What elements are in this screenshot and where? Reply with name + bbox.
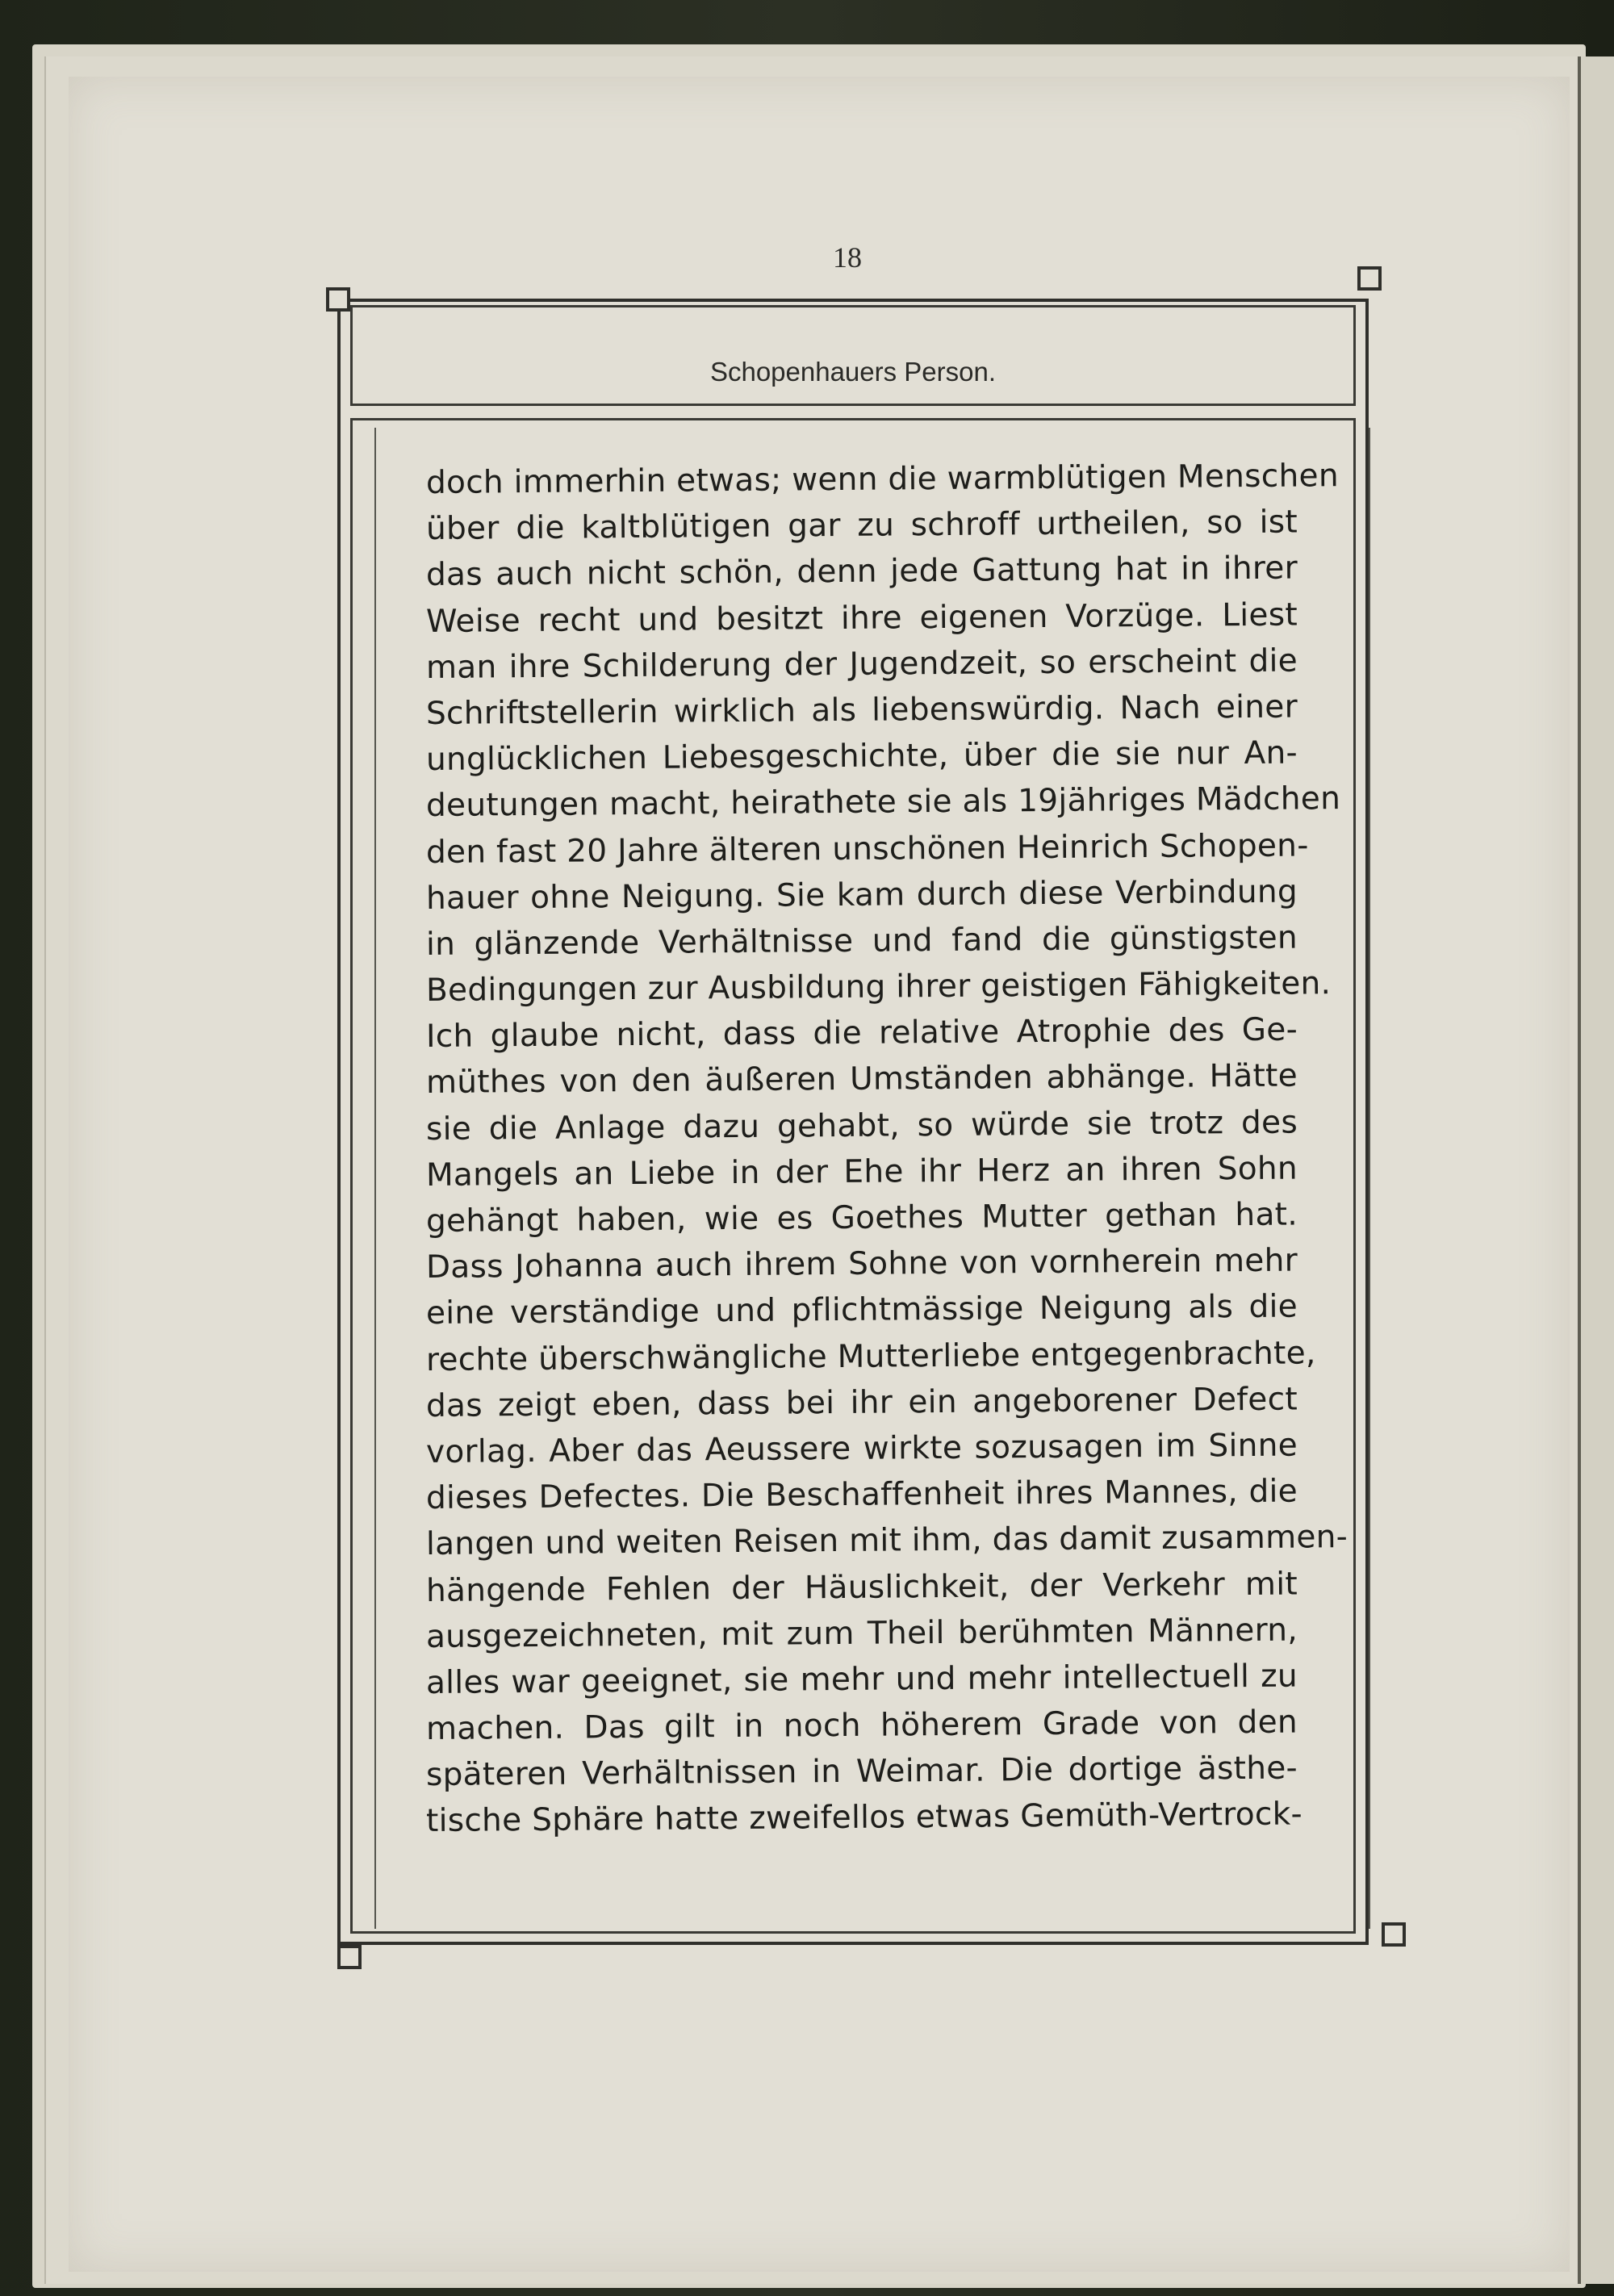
text-line: Ich glaube nicht, dass die relative Atrophie des Ge- bbox=[425, 1011, 1298, 1056]
text-line: das zeigt eben, dass bei ihr ein angeborener Defect bbox=[425, 1381, 1298, 1424]
frame-corner-top-right bbox=[1357, 266, 1382, 291]
text-line: hauer ohne Neigung. Sie kam durch diese Verbindung bbox=[425, 873, 1298, 917]
text-line: langen und weiten Reisen mit ihm, das damit zusammen- bbox=[425, 1519, 1348, 1563]
frame-corner-bottom-right bbox=[1382, 1922, 1406, 1947]
text-line: rechte überschwängliche Mutterliebe entgegenbrachte, bbox=[425, 1334, 1316, 1378]
text-line: deutungen macht, heirathete sie als 19jähriges Mädchen bbox=[425, 780, 1341, 825]
body-text bbox=[425, 458, 1348, 1845]
text-line: über die kaltblütigen gar zu schroff urtheilen, so ist bbox=[425, 504, 1298, 548]
text-line: in glänzende Verhältnisse und fand die günstigsten bbox=[425, 919, 1298, 963]
text-line: sie die Anlage dazu gehabt, so würde sie trotz des bbox=[425, 1104, 1298, 1148]
text-line: hängende Fehlen der Häuslichkeit, der Verkehr mit bbox=[425, 1566, 1298, 1609]
text-line: das auch nicht schön, denn jede Gattung hat in ihrer bbox=[425, 550, 1298, 594]
text-line: Mangels an Liebe in der Ehe ihr Herz an ihren Sohn bbox=[425, 1150, 1298, 1194]
text-line: doch immerhin etwas; wenn die warmblütigen Menschen bbox=[425, 458, 1340, 501]
text-line: tische Sphäre hatte zweifellos etwas Gemüth-Vertrock- bbox=[425, 1796, 1303, 1840]
text-line: vorlag. Aber das Aeussere wirkte sozusagen im Sinne bbox=[425, 1427, 1298, 1470]
facing-page-edge bbox=[1578, 56, 1614, 2284]
text-line: alles war geeignet, sie mehr und mehr intellectuell zu bbox=[425, 1658, 1298, 1701]
text-line: späteren Verhältnissen in Weimar. Die dortige ästhe- bbox=[425, 1750, 1298, 1794]
text-line: man ihre Schilderung der Jugendzeit, so erscheint die bbox=[425, 642, 1298, 686]
text-line: ausgezeichneten, mit zum Theil berühmten Männern, bbox=[425, 1612, 1298, 1655]
header-box bbox=[350, 305, 1356, 406]
text-line: gehängt haben, wie es Goethes Mutter gethan hat. bbox=[425, 1196, 1298, 1240]
running-title: Schopenhauers Person. bbox=[709, 357, 997, 387]
text-line: dieses Defectes. Die Beschaffenheit ihres Mannes, die bbox=[425, 1473, 1298, 1517]
text-line: eine verständige und pflichtmässige Neigung als die bbox=[425, 1288, 1298, 1332]
text-line: Bedingungen zur Ausbildung ihrer geistigen Fähigkeiten. bbox=[425, 965, 1332, 1010]
frame-corner-bottom-left bbox=[337, 1945, 362, 1969]
text-line: müthes von den äußeren Umständen abhänge. Hätte bbox=[425, 1057, 1298, 1102]
text-line: machen. Das gilt in noch höherem Grade von den bbox=[425, 1704, 1298, 1748]
text-line: Weise recht und besitzt ihre eigenen Vorzüge. Liest bbox=[425, 596, 1298, 640]
frame-corner-top-left bbox=[326, 287, 350, 312]
text-line: Schriftstellerin wirklich als liebenswürdig. Nach einer bbox=[425, 688, 1298, 732]
text-line: den fast 20 Jahre älteren unschönen Heinrich Schopen- bbox=[425, 826, 1309, 871]
page-number: 18 bbox=[833, 241, 862, 274]
text-line: Dass Johanna auch ihrem Sohne von vornherein mehr bbox=[425, 1242, 1298, 1286]
text-line: unglücklichen Liebesgeschichte, über die sie nur An- bbox=[425, 734, 1298, 779]
